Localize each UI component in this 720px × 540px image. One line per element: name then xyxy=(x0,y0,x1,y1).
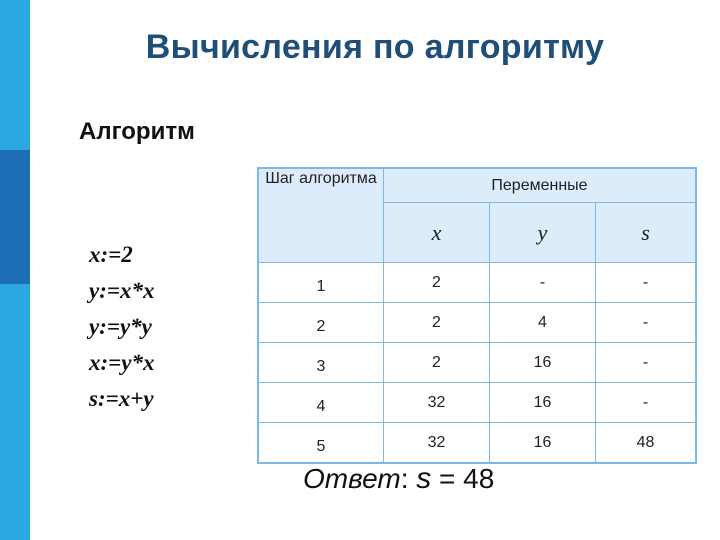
var-header-y: y xyxy=(490,203,596,263)
y-cell: 4 xyxy=(490,303,596,343)
y-cell: 16 xyxy=(490,383,596,423)
table-row xyxy=(258,343,696,383)
x-cell: 2 xyxy=(384,303,490,343)
algorithm-step-3: y:=y*y xyxy=(89,314,152,339)
table-row xyxy=(258,383,696,423)
algorithm-step-4: x:=y*x xyxy=(89,350,155,375)
answer-value: 48 xyxy=(463,463,495,494)
table-row xyxy=(258,263,696,303)
left-accent-strip-dark xyxy=(0,150,30,284)
algorithm-step-2: y:=x*x xyxy=(89,278,155,303)
trace-table xyxy=(257,167,697,464)
step-cell: 1 xyxy=(258,263,384,303)
algorithm-list xyxy=(89,237,154,417)
step-cell: 2 xyxy=(258,303,384,343)
step-cell: 5 xyxy=(258,423,384,464)
step-header: Шаг алгоритма xyxy=(258,168,384,263)
algorithm-step-1: x:=2 xyxy=(89,242,133,267)
y-cell: 16 xyxy=(490,423,596,464)
y-cell: 16 xyxy=(490,343,596,383)
var-header-x: x xyxy=(384,203,490,263)
algorithm-step-5: s:=x+y xyxy=(89,386,154,411)
s-cell: - xyxy=(596,263,697,303)
answer-line: Ответ: s = 48 xyxy=(303,462,495,495)
answer-label: Ответ xyxy=(303,463,401,494)
y-cell: - xyxy=(490,263,596,303)
s-cell: 48 xyxy=(596,423,697,464)
step-cell: 3 xyxy=(258,343,384,383)
algorithm-heading: Алгоритм xyxy=(79,118,195,145)
x-cell: 2 xyxy=(384,263,490,303)
s-cell: - xyxy=(596,303,697,343)
variables-header: Переменные xyxy=(384,168,697,203)
step-cell: 4 xyxy=(258,383,384,423)
s-cell: - xyxy=(596,383,697,423)
x-cell: 32 xyxy=(384,423,490,464)
var-header-s: s xyxy=(596,203,697,263)
x-cell: 32 xyxy=(384,383,490,423)
x-cell: 2 xyxy=(384,343,490,383)
table-row xyxy=(258,303,696,343)
slide-title: Вычисления по алгоритму xyxy=(145,28,605,66)
s-cell: - xyxy=(596,343,697,383)
answer-variable: s xyxy=(416,462,432,495)
table-row xyxy=(258,423,696,464)
